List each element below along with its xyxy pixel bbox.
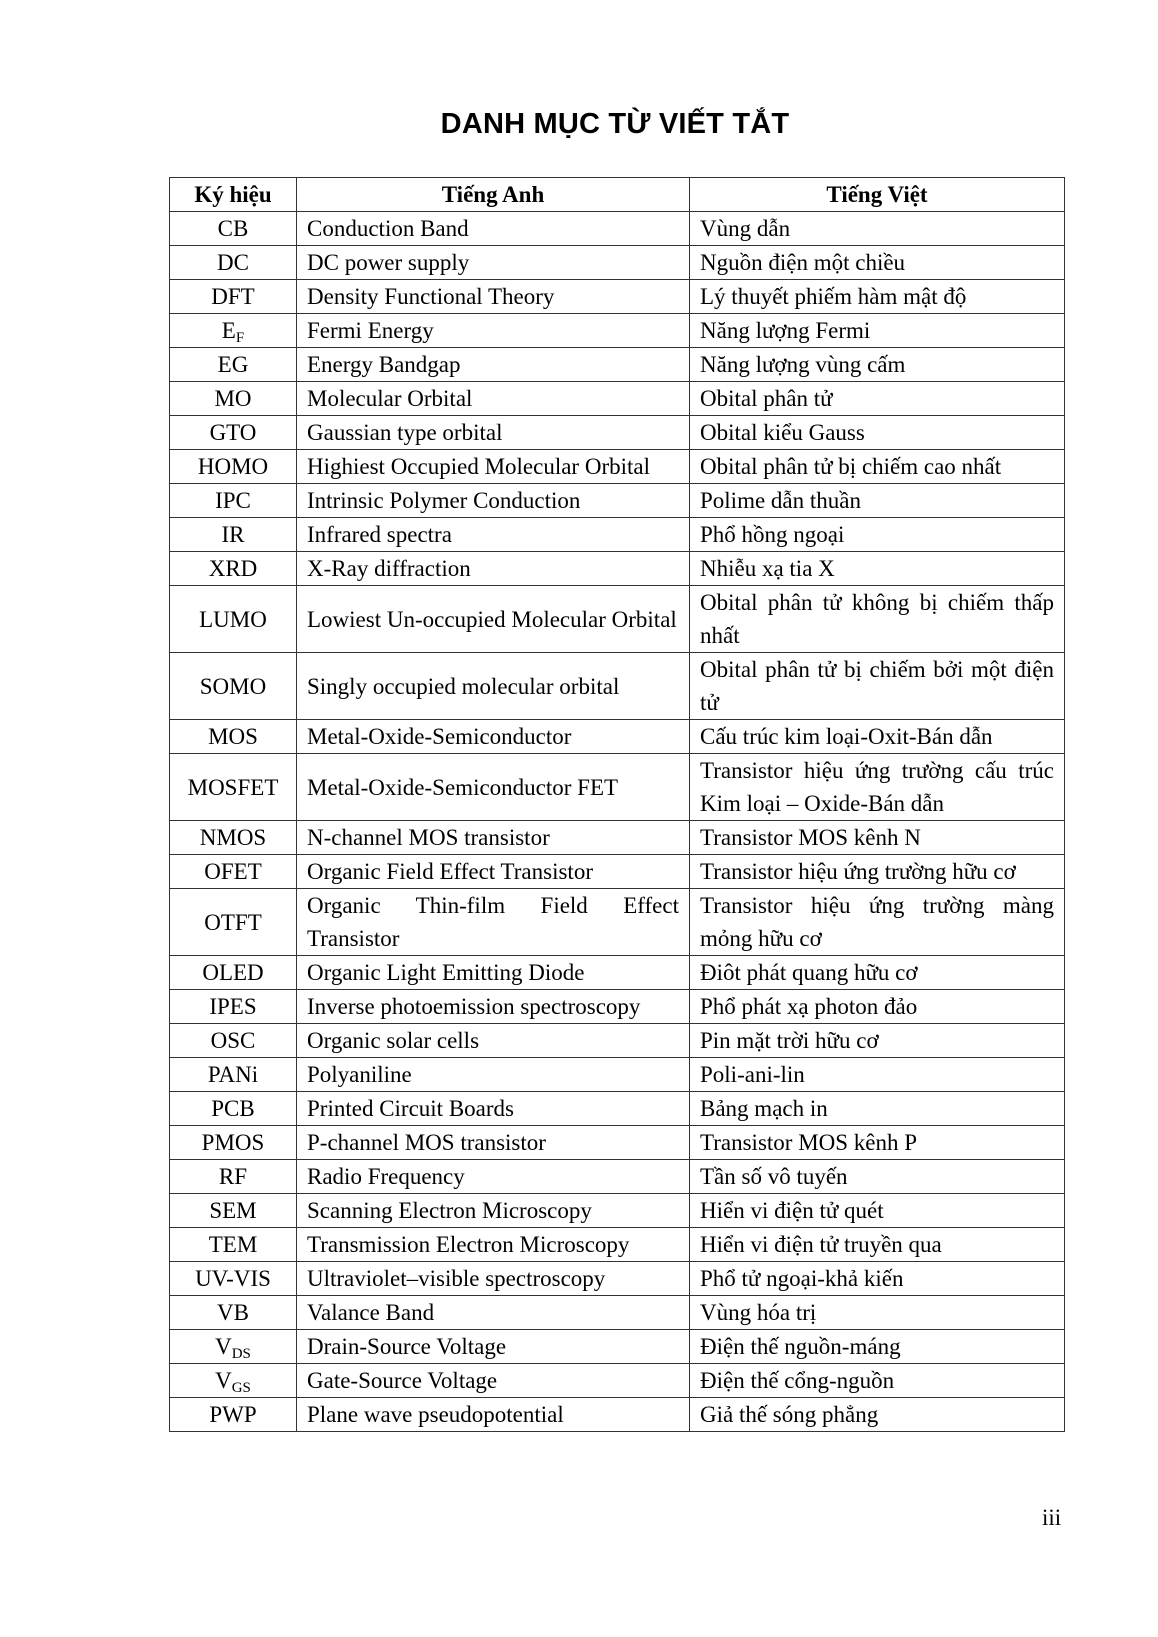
- table-row: [170, 855, 1065, 889]
- vietnamese-term: Điện thế cổng-nguồn: [690, 1364, 1065, 1398]
- abbreviation-symbol: [170, 653, 297, 720]
- table-row: [170, 246, 1065, 280]
- abbreviation-symbol: [170, 1364, 297, 1398]
- page-number: iii: [1042, 1505, 1062, 1530]
- symbol-text: SEM: [209, 1198, 257, 1223]
- vietnamese-term: Hiển vi điện tử truyền qua: [690, 1228, 1065, 1262]
- table-row: [170, 586, 1065, 653]
- header-vietnamese: Tiếng Việt: [690, 178, 1065, 212]
- english-term: Highiest Occupied Molecular Orbital: [297, 450, 690, 484]
- abbreviation-symbol: [170, 280, 297, 314]
- table-row: [170, 416, 1065, 450]
- abbreviation-symbol: [170, 1194, 297, 1228]
- vietnamese-term: Nguồn điện một chiều: [690, 246, 1065, 280]
- abbreviation-symbol: [170, 1092, 297, 1126]
- abbreviation-symbol: [170, 450, 297, 484]
- english-term: DC power supply: [297, 246, 690, 280]
- abbreviation-symbol: [170, 889, 297, 956]
- vietnamese-term: Poli-ani-lin: [690, 1058, 1065, 1092]
- symbol-text: V: [215, 1334, 232, 1359]
- table-row: [170, 1160, 1065, 1194]
- symbol-text: CB: [217, 216, 249, 241]
- english-term: Valance Band: [297, 1296, 690, 1330]
- table-row: [170, 1398, 1065, 1432]
- vietnamese-term: Transistor MOS kênh P: [690, 1126, 1065, 1160]
- symbol-text: E: [221, 318, 236, 343]
- symbol-text: PCB: [211, 1096, 255, 1121]
- english-term: Organic solar cells: [297, 1024, 690, 1058]
- english-term: Organic Light Emitting Diode: [297, 956, 690, 990]
- english-term: Organic Field Effect Transistor: [297, 855, 690, 889]
- table-row: [170, 1024, 1065, 1058]
- symbol-text: VB: [217, 1300, 249, 1325]
- abbreviation-symbol: [170, 382, 297, 416]
- vietnamese-term: Phổ phát xạ photon đảo: [690, 990, 1065, 1024]
- abbreviation-symbol: [170, 1024, 297, 1058]
- abbreviation-symbol: [170, 484, 297, 518]
- table-row: [170, 1126, 1065, 1160]
- vietnamese-term: Phổ tử ngoại-khả kiến: [690, 1262, 1065, 1296]
- table-row: [170, 1194, 1065, 1228]
- symbol-text: MOSFET: [187, 774, 279, 800]
- symbol-text: DC: [217, 250, 249, 275]
- abbreviation-symbol: [170, 1228, 297, 1262]
- table-row: [170, 956, 1065, 990]
- vietnamese-term: Obital kiểu Gauss: [690, 416, 1065, 450]
- vietnamese-term: Năng lượng vùng cấm: [690, 348, 1065, 382]
- english-term: Inverse photoemission spectroscopy: [297, 990, 690, 1024]
- table-row: [170, 450, 1065, 484]
- vietnamese-term: Vùng hóa trị: [690, 1296, 1065, 1330]
- abbreviation-symbol: [170, 754, 297, 821]
- symbol-text: EG: [217, 352, 249, 377]
- symbol-subscript: F: [235, 330, 245, 346]
- english-term: P-channel MOS transistor: [297, 1126, 690, 1160]
- english-term: Organic Thin-film Field Effect Transistor: [297, 889, 690, 956]
- symbol-text: MOS: [208, 724, 258, 749]
- vietnamese-term: Vùng dẫn: [690, 212, 1065, 246]
- symbol-text: IPC: [215, 488, 251, 513]
- vietnamese-term: Phổ hồng ngoại: [690, 518, 1065, 552]
- symbol-text: NMOS: [199, 825, 267, 850]
- english-term: X-Ray diffraction: [297, 552, 690, 586]
- vietnamese-term: Nhiễu xạ tia X: [690, 552, 1065, 586]
- english-term: Gaussian type orbital: [297, 416, 690, 450]
- english-term: Singly occupied molecular orbital: [297, 653, 690, 720]
- english-term: Transmission Electron Microscopy: [297, 1228, 690, 1262]
- table-row: [170, 382, 1065, 416]
- symbol-text: HOMO: [197, 454, 269, 479]
- vietnamese-term: Pin mặt trời hữu cơ: [690, 1024, 1065, 1058]
- table-row: [170, 1296, 1065, 1330]
- vietnamese-term: Điện thế nguồn-máng: [690, 1330, 1065, 1364]
- symbol-text: GTO: [209, 420, 257, 445]
- symbol-text: OSC: [210, 1028, 256, 1053]
- table-row: [170, 720, 1065, 754]
- page-title: DANH MỤC TỪ VIẾT TẮT: [440, 108, 790, 140]
- vietnamese-term: Transistor hiệu ứng trường hữu cơ: [690, 855, 1065, 889]
- english-term: Infrared spectra: [297, 518, 690, 552]
- english-term: Lowiest Un-occupied Molecular Orbital: [297, 586, 690, 653]
- table-header-row: [170, 178, 1065, 212]
- symbol-text: V: [215, 1368, 232, 1393]
- table-row: [170, 1092, 1065, 1126]
- table-row: [170, 212, 1065, 246]
- abbreviation-symbol: [170, 246, 297, 280]
- abbreviation-symbol: [170, 956, 297, 990]
- abbreviation-symbol: [170, 1398, 297, 1432]
- abbreviation-symbol: [170, 1262, 297, 1296]
- abbreviation-symbol: [170, 1160, 297, 1194]
- abbreviation-symbol: [170, 586, 297, 653]
- table-row: [170, 821, 1065, 855]
- abbreviation-symbol: [170, 1058, 297, 1092]
- english-term: Intrinsic Polymer Conduction: [297, 484, 690, 518]
- symbol-subscript: GS: [231, 1380, 251, 1396]
- vietnamese-term: Transistor MOS kênh N: [690, 821, 1065, 855]
- vietnamese-term: Obital phân tử: [690, 382, 1065, 416]
- english-term: Conduction Band: [297, 212, 690, 246]
- symbol-text: LUMO: [199, 606, 267, 632]
- table-row: [170, 1228, 1065, 1262]
- header-english: Tiếng Anh: [297, 178, 690, 212]
- english-term: Scanning Electron Microscopy: [297, 1194, 690, 1228]
- table-row: [170, 653, 1065, 720]
- abbreviation-symbol: [170, 1296, 297, 1330]
- vietnamese-term: Bảng mạch in: [690, 1092, 1065, 1126]
- english-term: Energy Bandgap: [297, 348, 690, 382]
- vietnamese-term: Hiển vi điện tử quét: [690, 1194, 1065, 1228]
- table-row: [170, 754, 1065, 821]
- english-term: Molecular Orbital: [297, 382, 690, 416]
- abbreviation-symbol: [170, 314, 297, 348]
- symbol-subscript: DS: [231, 1346, 251, 1362]
- abbreviation-symbol: [170, 416, 297, 450]
- symbol-text: PANi: [207, 1062, 259, 1087]
- table-row: [170, 990, 1065, 1024]
- table-row: [170, 314, 1065, 348]
- table-row: [170, 1058, 1065, 1092]
- abbreviation-symbol: [170, 855, 297, 889]
- table-row: [170, 280, 1065, 314]
- symbol-text: RF: [218, 1164, 248, 1189]
- vietnamese-term: Polime dẫn thuần: [690, 484, 1065, 518]
- vietnamese-term: Transistor hiệu ứng trường cấu trúc Kim loại – Oxide-Bán dẫn: [690, 754, 1065, 821]
- abbreviation-table: [169, 177, 1065, 1432]
- symbol-text: OFET: [204, 859, 262, 884]
- symbol-text: SOMO: [199, 673, 267, 699]
- symbol-text: TEM: [208, 1232, 258, 1257]
- english-term: N-channel MOS transistor: [297, 821, 690, 855]
- symbol-text: UV-VIS: [195, 1266, 271, 1291]
- vietnamese-term: Năng lượng Fermi: [690, 314, 1065, 348]
- table-row: [170, 552, 1065, 586]
- english-term: Fermi Energy: [297, 314, 690, 348]
- table-row: [170, 484, 1065, 518]
- vietnamese-term: Obital phân tử bị chiếm bởi một điện tử: [690, 653, 1065, 720]
- symbol-text: MO: [214, 386, 252, 411]
- abbreviation-symbol: [170, 212, 297, 246]
- symbol-text: IPES: [209, 994, 257, 1019]
- english-term: Drain-Source Voltage: [297, 1330, 690, 1364]
- header-symbol: Ký hiệu: [170, 178, 297, 212]
- english-term: Gate-Source Voltage: [297, 1364, 690, 1398]
- abbreviation-symbol: [170, 348, 297, 382]
- vietnamese-term: Điôt phát quang hữu cơ: [690, 956, 1065, 990]
- symbol-text: DFT: [211, 284, 255, 309]
- table-row: [170, 1330, 1065, 1364]
- abbreviation-symbol: [170, 518, 297, 552]
- table-row: [170, 889, 1065, 956]
- english-term: Density Functional Theory: [297, 280, 690, 314]
- english-term: Polyaniline: [297, 1058, 690, 1092]
- english-term: Metal-Oxide-Semiconductor FET: [297, 754, 690, 821]
- abbreviation-symbol: [170, 990, 297, 1024]
- vietnamese-term: Transistor hiệu ứng trường màng mỏng hữu cơ: [690, 889, 1065, 956]
- vietnamese-term: Tần số vô tuyến: [690, 1160, 1065, 1194]
- english-term: Printed Circuit Boards: [297, 1092, 690, 1126]
- abbreviation-symbol: [170, 1126, 297, 1160]
- vietnamese-term: Lý thuyết phiếm hàm mật độ: [690, 280, 1065, 314]
- english-term: Plane wave pseudopotential: [297, 1398, 690, 1432]
- table-row: [170, 348, 1065, 382]
- table-row: [170, 1364, 1065, 1398]
- vietnamese-term: Obital phân tử không bị chiếm thấp nhất: [690, 586, 1065, 653]
- symbol-text: OLED: [202, 960, 264, 985]
- abbreviation-symbol: [170, 821, 297, 855]
- english-term: Metal-Oxide-Semiconductor: [297, 720, 690, 754]
- table-row: [170, 518, 1065, 552]
- symbol-text: PMOS: [201, 1130, 265, 1155]
- symbol-text: IR: [221, 522, 245, 547]
- table-body: [170, 212, 1065, 1432]
- english-term: Ultraviolet–visible spectroscopy: [297, 1262, 690, 1296]
- symbol-text: PWP: [209, 1402, 257, 1427]
- abbreviation-symbol: [170, 552, 297, 586]
- vietnamese-term: Giả thế sóng phẳng: [690, 1398, 1065, 1432]
- table-row: [170, 1262, 1065, 1296]
- abbreviation-symbol: [170, 720, 297, 754]
- symbol-text: XRD: [208, 556, 258, 581]
- symbol-text: OTFT: [204, 909, 262, 935]
- abbreviation-symbol: [170, 1330, 297, 1364]
- english-term: Radio Frequency: [297, 1160, 690, 1194]
- vietnamese-term: Cấu trúc kim loại-Oxit-Bán dẫn: [690, 720, 1065, 754]
- vietnamese-term: Obital phân tử bị chiếm cao nhất: [690, 450, 1065, 484]
